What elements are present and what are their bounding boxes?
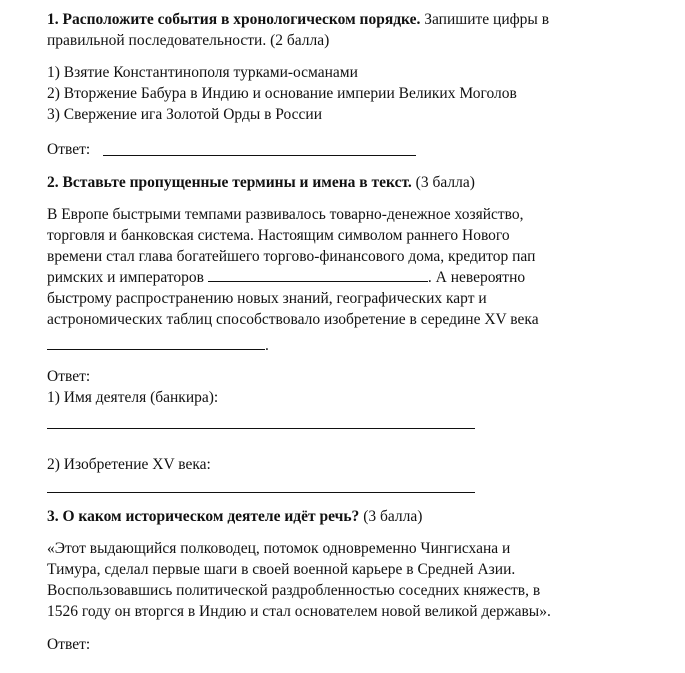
- q2-text-line-1: В Европе быстрыми темпами развивалось товарно-денежное хозяйство,: [47, 206, 524, 223]
- q3-points: (3 балла): [363, 508, 423, 525]
- q1-answer-label: Ответ:: [47, 141, 91, 158]
- q3-quote-line-2: Тимура, сделал первые шаги в своей военной карьере в Средней Азии.: [47, 561, 516, 578]
- q2-title: Вставьте пропущенные термины и имена в текст.: [62, 174, 412, 191]
- q1-item-2: 2) Вторжение Бабура в Индию и основание империи Великих Моголов: [47, 85, 517, 102]
- q1-heading: [47, 9, 549, 51]
- q1-item-1: 1) Взятие Константинополя турками-османами: [47, 64, 358, 81]
- q1-answer-line[interactable]: [103, 155, 416, 156]
- q2-text: [47, 204, 539, 356]
- q2-line4-end: . А невероятно: [427, 269, 526, 286]
- q2-answer-label: Ответ:: [47, 368, 91, 385]
- q2-text-line-5: быстрому распространению новых знаний, географических карт и: [47, 290, 487, 307]
- q2-points: (3 балла): [415, 174, 475, 191]
- q1-instruction-2: правильной последовательности. (2 балла): [47, 32, 330, 49]
- q1-title: Расположите события в хронологическом порядке.: [62, 11, 421, 28]
- q2-answer-section: [47, 366, 218, 408]
- q2-answer-1-line[interactable]: [47, 428, 475, 429]
- q2-text-line-7: [47, 335, 539, 356]
- q3-heading: [47, 506, 422, 527]
- q2-answer-1-label: 1) Имя деятеля (банкира):: [47, 389, 219, 406]
- q2-final-dot: .: [265, 337, 269, 354]
- q2-blank-banker[interactable]: [208, 267, 428, 282]
- q2-line4-start: римских и императоров: [47, 269, 204, 286]
- q1-number: 1.: [47, 11, 59, 28]
- q2-number: 2.: [47, 174, 59, 191]
- q2-text-line-3: времени стал глава богатейшего торгово-финансового дома, кредитор пап: [47, 248, 536, 265]
- q3-quote-line-1: «Этот выдающийся полководец, потомок одновременно Чингисхана и: [47, 540, 511, 557]
- q3-quote: [47, 538, 551, 622]
- q2-text-line-2: торговля и банковская система. Настоящим символом раннего Нового: [47, 227, 510, 244]
- q2-heading: [47, 172, 475, 193]
- q1-item-3: 3) Свержение ига Золотой Орды в России: [47, 106, 323, 123]
- q2-answer-2-line[interactable]: [47, 492, 475, 493]
- q3-quote-line-4: 1526 году он вторгся в Индию и стал основателем новой великой державы».: [47, 603, 551, 620]
- q2-answer-2-label: 2) Изобретение XV века:: [47, 456, 211, 473]
- q1-instruction-1: Запишите цифры в: [424, 11, 550, 28]
- q3-number: 3.: [47, 508, 59, 525]
- q3-answer-label: Ответ:: [47, 636, 91, 653]
- q2-text-line-4: [47, 267, 539, 288]
- q1-items-list: [47, 62, 517, 125]
- q2-blank-invention[interactable]: [47, 335, 265, 350]
- q2-text-line-6: астрономических таблиц способствовало изобретение в середине XV века: [47, 311, 539, 328]
- q3-quote-line-3: Воспользовавшись политической раздробленностью соседних княжеств, в: [47, 582, 541, 599]
- q3-title: О каком историческом деятеле идёт речь?: [62, 508, 360, 525]
